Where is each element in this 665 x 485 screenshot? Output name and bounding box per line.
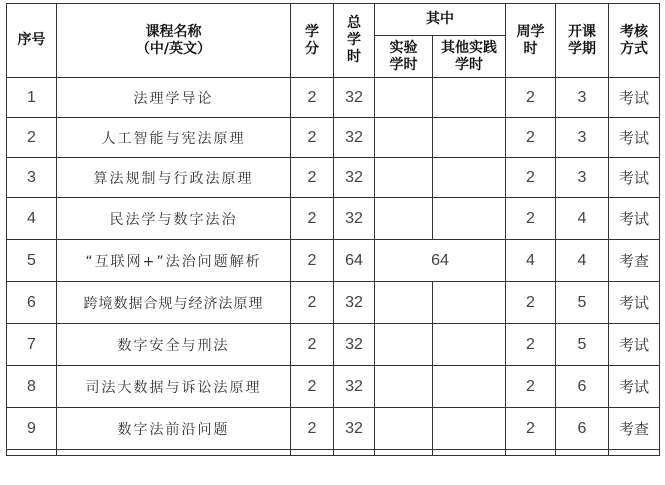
- header-seq: 序号: [7, 4, 57, 78]
- cell-lab-hours: [375, 282, 433, 324]
- cell-credit: 2: [291, 118, 334, 158]
- cell-seq: 9: [7, 408, 57, 450]
- cell-seq: 1: [7, 78, 57, 118]
- cell-course-name: “互联网+”法治问题解析: [57, 240, 291, 282]
- cell-semester: 4: [556, 198, 609, 240]
- cell-total-hours: 32: [334, 282, 375, 324]
- cell-seq: 4: [7, 198, 57, 240]
- cell-course-name: 数字安全与刑法: [57, 324, 291, 366]
- cell-weekly-hours: 2: [506, 408, 556, 450]
- cell-weekly-hours: 2: [506, 78, 556, 118]
- cell-credit: 2: [291, 198, 334, 240]
- cell-lab-hours: [375, 198, 433, 240]
- cell-empty: [57, 450, 291, 456]
- cell-semester: 5: [556, 324, 609, 366]
- cell-seq: 3: [7, 158, 57, 198]
- cell-semester: 5: [556, 282, 609, 324]
- cell-credit: 2: [291, 366, 334, 408]
- course-table: [6, 3, 660, 456]
- cell-empty: [506, 450, 556, 456]
- cell-other-practice-hours: [433, 158, 506, 198]
- cell-credit: 2: [291, 408, 334, 450]
- header-total-hours: [334, 4, 375, 78]
- cell-lab-hours: [375, 118, 433, 158]
- cell-other-practice-hours: [433, 324, 506, 366]
- cell-empty: [556, 450, 609, 456]
- header-row-1: [7, 4, 660, 36]
- header-other-practice-hours-text: 其他实践学时: [441, 39, 497, 73]
- header-credit: [291, 4, 334, 78]
- cell-course-name: 人工智能与宪法原理: [57, 118, 291, 158]
- cell-assessment: 考试: [609, 282, 660, 324]
- header-semester: [556, 4, 609, 78]
- cell-total-hours: 32: [334, 158, 375, 198]
- cell-total-hours: 32: [334, 78, 375, 118]
- cell-other-practice-hours: [433, 118, 506, 158]
- cell-empty: [609, 450, 660, 456]
- cell-assessment: 考试: [609, 78, 660, 118]
- cell-credit: 2: [291, 158, 334, 198]
- cell-other-practice-hours: [433, 366, 506, 408]
- header-weekly-hours-text: 周学时: [516, 23, 545, 57]
- header-course-name: [57, 4, 291, 78]
- table-row: [7, 158, 660, 198]
- header-course-name-line1: 课程名称: [145, 23, 202, 40]
- cell-seq: 5: [7, 240, 57, 282]
- cell-total-hours: 32: [334, 198, 375, 240]
- table-row: [7, 118, 660, 158]
- cell-other-practice-hours: [433, 408, 506, 450]
- cell-empty: [7, 450, 57, 456]
- cell-assessment: 考试: [609, 198, 660, 240]
- cell-weekly-hours: 2: [506, 282, 556, 324]
- cell-weekly-hours: 2: [506, 324, 556, 366]
- header-total-hours-text: 总学时: [347, 15, 361, 65]
- cell-assessment: 考试: [609, 118, 660, 158]
- cell-lab-hours: [375, 408, 433, 450]
- cell-other-practice-hours: [433, 78, 506, 118]
- cell-course-name: 民法学与数字法治: [57, 198, 291, 240]
- cell-assessment: 考试: [609, 158, 660, 198]
- header-lab-hours-text: 实验学时: [389, 39, 418, 73]
- cell-credit: 2: [291, 240, 334, 282]
- header-lab-hours: [375, 36, 433, 78]
- header-of-which: 其中: [375, 4, 506, 36]
- cell-course-name: 司法大数据与诉讼法原理: [57, 366, 291, 408]
- header-credit-text: 学分: [305, 23, 319, 57]
- header-semester-text: 开课学期: [568, 23, 596, 57]
- cell-empty: [334, 450, 375, 456]
- cell-weekly-hours: 2: [506, 118, 556, 158]
- table-row-cut-off: [7, 450, 660, 456]
- cell-semester: 6: [556, 408, 609, 450]
- cell-lab-hours: [375, 324, 433, 366]
- table-row: [7, 198, 660, 240]
- cell-total-hours: 32: [334, 366, 375, 408]
- cell-weekly-hours: 2: [506, 158, 556, 198]
- cell-other-practice-hours: 64: [375, 240, 506, 282]
- table-row: [7, 324, 660, 366]
- table-row: [7, 78, 660, 118]
- cell-assessment: 考试: [609, 324, 660, 366]
- cell-total-hours: 32: [334, 408, 375, 450]
- cell-weekly-hours: 4: [506, 240, 556, 282]
- cell-seq: 7: [7, 324, 57, 366]
- cell-assessment: 考试: [609, 366, 660, 408]
- cell-course-name: 算法规制与行政法原理: [57, 158, 291, 198]
- cell-course-name: 法理学导论: [57, 78, 291, 118]
- cell-semester: 3: [556, 118, 609, 158]
- cell-total-hours: 64: [334, 240, 375, 282]
- header-other-practice-hours: [433, 36, 506, 78]
- cell-credit: 2: [291, 282, 334, 324]
- cell-course-name: 数字法前沿问题: [57, 408, 291, 450]
- table-row: [7, 366, 660, 408]
- cell-assessment: 考查: [609, 408, 660, 450]
- header-assessment: [609, 4, 660, 78]
- cell-other-practice-hours: [433, 282, 506, 324]
- cell-assessment: 考查: [609, 240, 660, 282]
- cell-other-practice-hours: [433, 198, 506, 240]
- cell-seq: 8: [7, 366, 57, 408]
- header-assessment-text: 考核方式: [620, 23, 648, 57]
- cell-empty: [433, 450, 506, 456]
- cell-semester: 3: [556, 158, 609, 198]
- table-row: [7, 240, 660, 282]
- cell-lab-hours: [375, 158, 433, 198]
- cell-lab-hours: [375, 78, 433, 118]
- cell-semester: 4: [556, 240, 609, 282]
- cell-weekly-hours: 2: [506, 198, 556, 240]
- cell-credit: 2: [291, 324, 334, 366]
- cell-credit: 2: [291, 78, 334, 118]
- cell-total-hours: 32: [334, 324, 375, 366]
- cell-semester: 3: [556, 78, 609, 118]
- table-row: [7, 282, 660, 324]
- cell-lab-hours: [375, 366, 433, 408]
- cell-semester: 6: [556, 366, 609, 408]
- cell-seq: 6: [7, 282, 57, 324]
- cell-empty: [291, 450, 334, 456]
- header-weekly-hours: [506, 4, 556, 78]
- cell-seq: 2: [7, 118, 57, 158]
- cell-empty: [375, 450, 433, 456]
- cell-course-name: 跨境数据合规与经济法原理: [57, 282, 291, 324]
- table-row: [7, 408, 660, 450]
- cell-total-hours: 32: [334, 118, 375, 158]
- header-course-name-line2: （中/英文）: [135, 40, 212, 57]
- cell-weekly-hours: 2: [506, 366, 556, 408]
